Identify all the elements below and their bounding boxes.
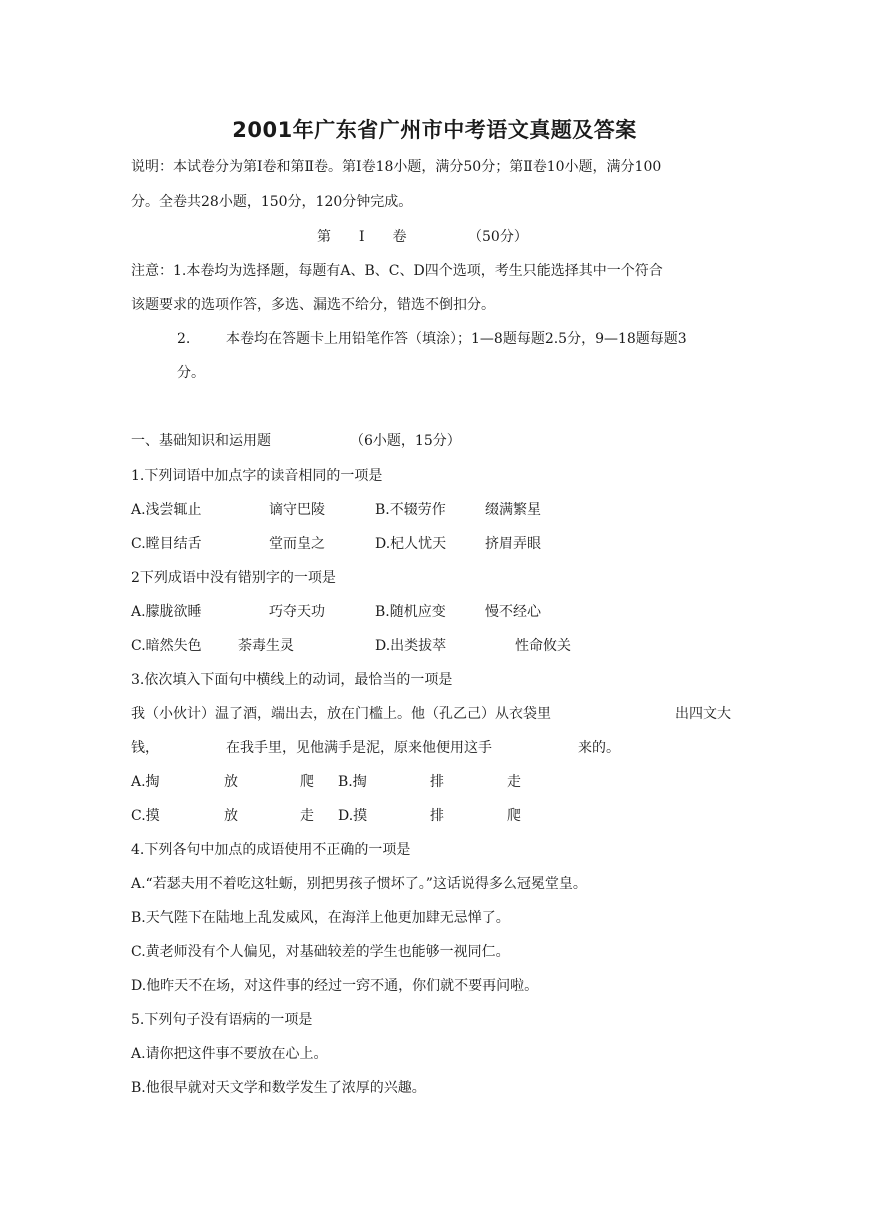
q2-option-b-2: 慢不经心: [485, 604, 541, 620]
q3-passage-2c: 来的。: [578, 740, 620, 756]
q4-option-b: B.天气陛下在陆地上乱发威风，在海洋上他更加肆无忌惮了。: [131, 910, 510, 926]
q2-option-c-2: 荼毒生灵: [238, 638, 294, 654]
q4-stem: 4.下列各句中加点的成语使用不正确的一项是: [131, 842, 411, 858]
q2-option-c-1: C.暗然失色: [131, 638, 202, 654]
notice-item-2-line-1: 本卷均在答题卡上用铅笔作答（填涂）；1—8题每题2.5分，9—18题每题3: [226, 331, 687, 347]
notice-item-2-line-2: 分。: [177, 365, 205, 381]
q1-option-a-2: 谪守巴陵: [269, 502, 325, 518]
notice-line-1: 注意：1.本卷均为选择题，每题有A、B、C、D四个选项，考生只能选择其中一个符合: [131, 263, 663, 279]
q3-option-a-2: 放: [224, 774, 238, 790]
q3-option-b-2: 排: [430, 774, 444, 790]
section-1-title: 一、基础知识和运用题: [131, 433, 271, 449]
q1-option-d-1: D.杞人忧天: [375, 536, 447, 552]
q4-option-d: D.他昨天不在场，对这件事的经过一窍不通，你们就不要再问啦。: [131, 978, 539, 994]
q1-option-a-1: A.浅尝辄止: [131, 502, 202, 518]
q3-passage-1b: 出四文大: [675, 706, 731, 722]
q1-option-c-1: C.瞠目结舌: [131, 536, 202, 552]
q3-option-c-2: 放: [224, 808, 238, 824]
q2-option-a-2: 巧夺天功: [269, 604, 325, 620]
q5-option-a: A.请你把这件事不要放在心上。: [131, 1046, 328, 1062]
q3-passage-2a: 钱，: [131, 740, 159, 756]
q4-option-a: A.“若瑟夫用不着吃这牡蛎，别把男孩子惯坏了。”这话说得多么冠冕堂皇。: [131, 876, 587, 892]
q5-option-b: B.他很早就对天文学和数学发生了浓厚的兴趣。: [131, 1080, 426, 1096]
notice-item-2-number: 2.: [177, 331, 191, 347]
section-1-info: （6小题，15分）: [350, 433, 461, 449]
intro-line-1: 说明：本试卷分为第Ⅰ卷和第Ⅱ卷。第Ⅰ卷18小题，满分50分；第Ⅱ卷10小题，满分100: [131, 159, 662, 175]
q2-option-b-1: B.随机应变: [375, 604, 446, 620]
q1-option-b-1: B.不辍劳作: [375, 502, 446, 518]
notice-line-2: 该题要求的选项作答，多选、漏选不给分，错选不倒扣分。: [131, 297, 495, 313]
q2-option-a-1: A.朦胧欲睡: [131, 604, 202, 620]
q1-option-b-2: 缀满繁星: [485, 502, 541, 518]
q3-option-d-3: 爬: [507, 808, 521, 824]
q1-stem: 1.下列词语中加点字的读音相同的一项是: [131, 468, 383, 484]
q5-stem: 5.下列句子没有语病的一项是: [131, 1012, 313, 1028]
volume-score: （50分）: [468, 229, 528, 245]
q2-option-d-2: 性命攸关: [515, 638, 571, 654]
q3-option-a-3: 爬: [300, 774, 314, 790]
page-title: 2001年广东省广州市中考语文真题及答案: [232, 118, 637, 142]
q3-option-d-1: D.摸: [338, 808, 368, 824]
q2-stem: 2下列成语中没有错别字的一项是: [131, 570, 336, 586]
q1-option-c-2: 堂而皇之: [269, 536, 325, 552]
q3-option-c-3: 走: [300, 808, 314, 824]
q3-stem: 3.依次填入下面句中横线上的动词，最恰当的一项是: [131, 672, 453, 688]
volume-label: 第 Ⅰ 卷: [317, 229, 407, 245]
q3-option-a-1: A.掏: [131, 774, 160, 790]
q2-option-d-1: D.出类拔萃: [375, 638, 447, 654]
q3-option-b-3: 走: [507, 774, 521, 790]
q3-passage-2b: 在我手里，见他满手是泥，原来他便用这手: [226, 740, 492, 756]
q3-option-b-1: B.掏: [338, 774, 367, 790]
q3-option-c-1: C.摸: [131, 808, 160, 824]
q4-option-c: C.黄老师没有个人偏见，对基础较差的学生也能够一视同仁。: [131, 944, 510, 960]
q3-option-d-2: 排: [430, 808, 444, 824]
q3-passage-1a: 我（小伙计）温了酒，端出去，放在门槛上。他（孔乙己）从衣袋里: [131, 706, 551, 722]
intro-line-2: 分。全卷共28小题，150分，120分钟完成。: [131, 194, 413, 210]
q1-option-d-2: 挤眉弄眼: [485, 536, 541, 552]
